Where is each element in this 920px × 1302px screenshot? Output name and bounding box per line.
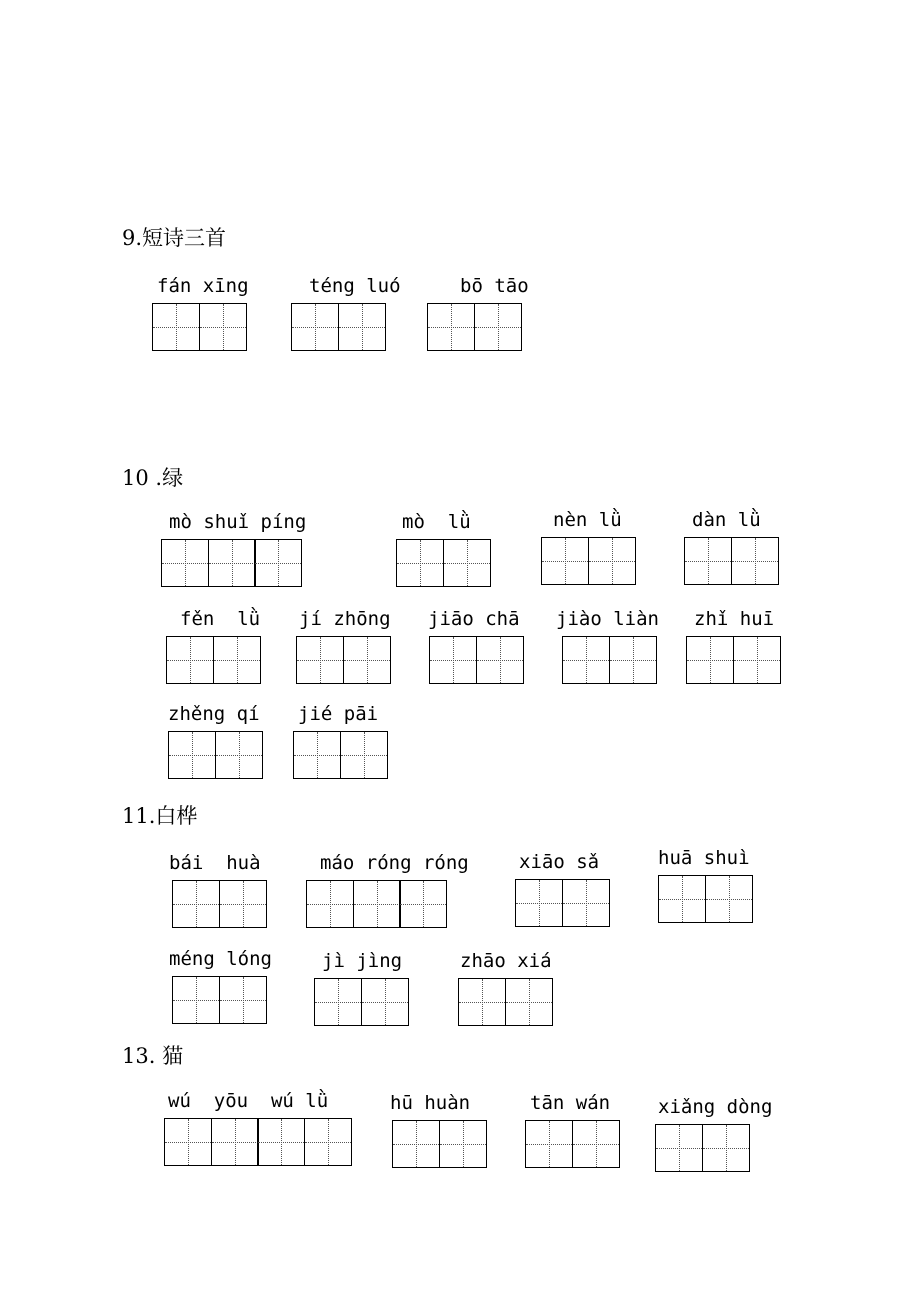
word-item — [541, 509, 636, 585]
char-box[interactable] — [658, 875, 706, 923]
word-item — [152, 275, 249, 351]
char-box[interactable] — [343, 636, 391, 684]
char-box[interactable] — [211, 1118, 259, 1166]
char-box[interactable] — [340, 731, 388, 779]
pinyin-label: fán xīng — [157, 275, 249, 297]
pinyin-label: jí zhōng — [299, 608, 391, 630]
writing-boxes[interactable] — [541, 537, 636, 585]
pinyin-label: xiǎng dòng — [658, 1096, 773, 1118]
char-box[interactable] — [172, 880, 220, 928]
writing-boxes[interactable] — [161, 539, 302, 587]
pinyin-label: jié pāi — [298, 703, 379, 725]
writing-boxes[interactable] — [655, 1124, 750, 1172]
char-box[interactable] — [505, 978, 553, 1026]
char-box[interactable] — [338, 303, 386, 351]
pinyin-label: mò shuǐ píng — [169, 511, 307, 533]
char-box[interactable] — [562, 636, 610, 684]
char-box[interactable] — [396, 539, 444, 587]
char-box[interactable] — [353, 880, 401, 928]
pinyin-label: tān wán — [530, 1092, 611, 1114]
word-item — [306, 852, 469, 928]
pinyin-label: zhěng qí — [168, 703, 260, 725]
pinyin-label: jiào liàn — [556, 608, 659, 630]
pinyin-label: mò lǜ — [402, 511, 471, 533]
pinyin-label: nèn lǜ — [553, 509, 622, 531]
char-box[interactable] — [476, 636, 524, 684]
word-item — [169, 948, 272, 1024]
writing-boxes[interactable] — [172, 880, 267, 928]
char-box[interactable] — [168, 731, 216, 779]
word-item — [168, 703, 263, 779]
char-box[interactable] — [609, 636, 657, 684]
pinyin-label: huā shuì — [658, 847, 750, 869]
section-title-11: 11.白桦 — [122, 804, 198, 828]
pinyin-label: jì jìng — [322, 950, 403, 972]
char-box[interactable] — [199, 303, 247, 351]
section-title-10: 10 .绿 — [122, 466, 184, 490]
char-box[interactable] — [296, 636, 344, 684]
char-box[interactable] — [166, 636, 214, 684]
section-title-13: 13. 猫 — [122, 1044, 184, 1068]
pinyin-label: bō tāo — [460, 275, 529, 297]
pinyin-label: méng lóng — [169, 948, 272, 970]
word-item — [428, 608, 524, 684]
writing-boxes[interactable] — [525, 1120, 620, 1168]
pinyin-label: hū huàn — [390, 1092, 471, 1114]
char-box[interactable] — [152, 303, 200, 351]
pinyin-label: zhāo xiá — [460, 950, 552, 972]
char-box[interactable] — [314, 978, 362, 1026]
writing-boxes[interactable] — [396, 539, 491, 587]
writing-boxes[interactable] — [306, 880, 447, 928]
writing-boxes[interactable] — [562, 636, 657, 684]
word-item — [166, 608, 261, 684]
writing-boxes[interactable] — [515, 879, 610, 927]
writing-boxes[interactable] — [658, 875, 753, 923]
char-box[interactable] — [392, 1120, 440, 1168]
char-box[interactable] — [208, 539, 256, 587]
char-box[interactable] — [731, 537, 779, 585]
word-item — [427, 275, 529, 351]
pinyin-label: wú yōu wú lǜ — [168, 1090, 329, 1112]
char-box[interactable] — [733, 636, 781, 684]
char-box[interactable] — [439, 1120, 487, 1168]
char-box[interactable] — [399, 880, 447, 928]
char-box[interactable] — [562, 879, 610, 927]
char-box[interactable] — [219, 880, 267, 928]
char-box[interactable] — [686, 636, 734, 684]
word-item — [658, 847, 753, 923]
section-title-9: 9.短诗三首 — [122, 226, 227, 250]
word-item — [525, 1092, 620, 1168]
word-item — [556, 608, 659, 684]
word-item — [396, 511, 491, 587]
word-item — [655, 1096, 773, 1172]
writing-boxes[interactable] — [291, 303, 386, 351]
pinyin-label: zhǐ huī — [694, 608, 775, 630]
word-item — [293, 703, 388, 779]
char-box[interactable] — [361, 978, 409, 1026]
word-item — [164, 1090, 352, 1166]
word-item — [169, 852, 267, 928]
char-box[interactable] — [684, 537, 732, 585]
writing-boxes[interactable] — [314, 978, 409, 1026]
pinyin-label: bái huà — [169, 852, 261, 874]
writing-boxes[interactable] — [296, 636, 391, 684]
pinyin-label: xiāo sǎ — [519, 851, 600, 873]
char-box[interactable] — [257, 1118, 305, 1166]
char-box[interactable] — [293, 731, 341, 779]
char-box[interactable] — [515, 879, 563, 927]
char-box[interactable] — [541, 537, 589, 585]
char-box[interactable] — [219, 976, 267, 1024]
char-box[interactable] — [702, 1124, 750, 1172]
char-box[interactable] — [161, 539, 209, 587]
writing-boxes[interactable] — [152, 303, 247, 351]
writing-boxes[interactable] — [458, 978, 553, 1026]
char-box[interactable] — [572, 1120, 620, 1168]
char-box[interactable] — [254, 539, 302, 587]
writing-boxes[interactable] — [164, 1118, 352, 1166]
char-box[interactable] — [304, 1118, 352, 1166]
pinyin-label: jiāo chā — [428, 608, 520, 630]
char-box[interactable] — [213, 636, 261, 684]
pinyin-label: fěn lǜ — [180, 608, 261, 630]
word-item — [684, 509, 779, 585]
word-item — [291, 275, 401, 351]
word-item — [314, 950, 409, 1026]
writing-boxes[interactable] — [686, 636, 781, 684]
writing-boxes[interactable] — [392, 1120, 487, 1168]
char-box[interactable] — [427, 303, 475, 351]
char-box[interactable] — [172, 976, 220, 1024]
word-item — [686, 608, 781, 684]
pinyin-label: máo róng róng — [320, 852, 469, 874]
char-box[interactable] — [215, 731, 263, 779]
word-item — [458, 950, 553, 1026]
word-item — [390, 1092, 487, 1168]
writing-boxes[interactable] — [172, 976, 267, 1024]
char-box[interactable] — [164, 1118, 212, 1166]
char-box[interactable] — [291, 303, 339, 351]
pinyin-label: dàn lǜ — [692, 509, 761, 531]
writing-boxes[interactable] — [427, 303, 522, 351]
writing-boxes[interactable] — [168, 731, 263, 779]
writing-boxes[interactable] — [293, 731, 388, 779]
char-box[interactable] — [655, 1124, 703, 1172]
word-item — [296, 608, 391, 684]
char-box[interactable] — [588, 537, 636, 585]
char-box[interactable] — [705, 875, 753, 923]
char-box[interactable] — [474, 303, 522, 351]
writing-boxes[interactable] — [166, 636, 261, 684]
pinyin-label: téng luó — [309, 275, 401, 297]
writing-boxes[interactable] — [429, 636, 524, 684]
char-box[interactable] — [429, 636, 477, 684]
char-box[interactable] — [306, 880, 354, 928]
word-item — [515, 851, 610, 927]
char-box[interactable] — [525, 1120, 573, 1168]
writing-boxes[interactable] — [684, 537, 779, 585]
char-box[interactable] — [443, 539, 491, 587]
word-item — [161, 511, 307, 587]
char-box[interactable] — [458, 978, 506, 1026]
